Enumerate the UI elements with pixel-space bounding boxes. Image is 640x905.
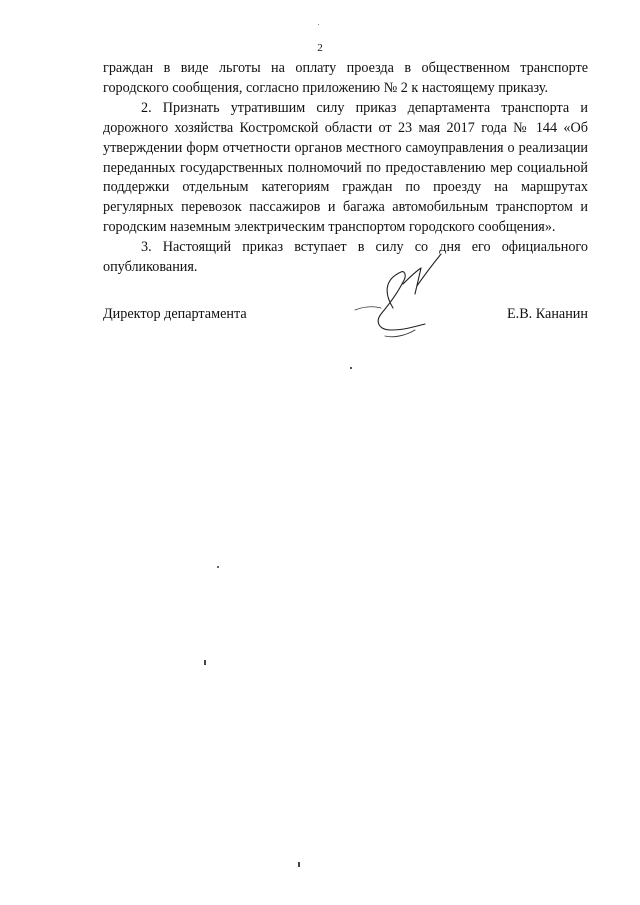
scan-speck [298, 862, 300, 867]
paragraph-item-3: 3. Настоящий приказ вступает в силу со дня его официального опубликования. [103, 239, 588, 276]
scan-speck [318, 24, 319, 25]
scan-speck [217, 566, 219, 568]
page-number: 2 [317, 42, 323, 54]
signatory-name: Е.В. Кананин [506, 306, 588, 322]
paragraph-item-2: 2. Признать утратившим силу приказ департамента транспорта и дорожного хозяйства Костромской области от 23 мая 2017 года № 144 «Об утверждении форм отчетности органов местного самоуправления о реализации переданных государственных полномочий по предоставлению мер социальной поддержки отдельным категориям граждан по проезду на маршрутах регулярных перевозок пассажиров и багажа автомобильным транспортом и городским наземным электрическим транспортом городского сообщения». [103, 99, 588, 236]
scan-speck [350, 367, 352, 369]
paragraph-continuation: граждан в виде льготы на оплату проезда в общественном транспорте городского сообщения, согласно приложению № 2 к настоящему приказу. [103, 60, 588, 96]
handwritten-signature [345, 250, 455, 345]
document-body [103, 59, 588, 278]
scan-speck [204, 660, 206, 665]
signatory-position: Директор департамента [103, 306, 247, 322]
